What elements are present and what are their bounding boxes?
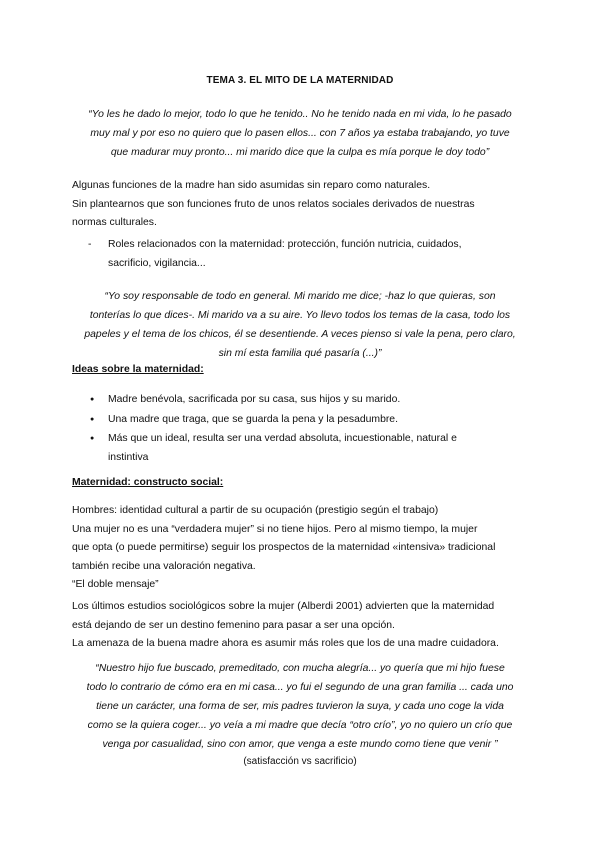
text-line: Roles relacionados con la maternidad: protección, función nutricia, cuidados, — [108, 239, 462, 250]
quote-line: tonterías lo que dices-. Mi marido va a su aire. Yo llevo todos los temas de la casa, todo los — [89, 310, 511, 321]
text-line: Más que un ideal, resulta ser una verdad absoluta, incuestionable, natural e — [108, 433, 457, 444]
quote-line: sin mí esta familia qué pasaría (...)” — [218, 348, 382, 359]
quote-2 — [60, 287, 540, 363]
page-title: TEMA 3. EL MITO DE LA MATERNIDAD — [206, 75, 394, 86]
text-line: Sin plantearnos que son funciones fruto de unos relatos sociales derivados de nuestras — [72, 198, 475, 210]
text-line: que opta (o puede permitirse) seguir los prospectos de la maternidad «intensiva» tradicional — [72, 542, 496, 553]
text-line: Hombres: identidad cultural a partir de su ocupación (prestigio según el trabajo) — [72, 505, 439, 516]
quote-line: “Yo les he dado lo mejor, todo lo que he tenido.. No he tenido nada en mi vida, lo he pasado — [88, 109, 512, 120]
quote-line: que madurar muy pronto... mi marido dice que la culpa es mía porque le doy todo” — [110, 147, 490, 158]
quote-line: tiene un carácter, una forma de ser, mis padres tuvieron la suya, y cada uno coge la vida — [96, 701, 504, 712]
text-line: está dejando de ser un destino femenino para pasar a ser una opción. — [72, 619, 395, 631]
quote-line: “Nuestro hijo fue buscado, premeditado, con mucha alegría... yo quería que mi hijo fuese — [95, 663, 505, 674]
quote-line: papeles y el tema de los chicos, él se desentiende. A veces pienso si vale la pena, pero claro, — [84, 329, 516, 340]
quote-line: venga por casualidad, sino con amor, que venga a este mundo como tiene que venir ” — [102, 739, 498, 750]
bullet-marker: ● — [90, 435, 95, 442]
text-line: Una madre que traga, que se guarda la pena y la pesadumbre. — [108, 413, 398, 425]
quote-line: como se la quiera coger... yo veía a mi madre que decía “otro crío”, yo no quiero un crío que — [87, 720, 513, 731]
list-item — [72, 430, 542, 467]
text-line: sacrificio, vigilancia... — [108, 257, 206, 269]
text-line: Algunas funciones de la madre han sido asumidas sin reparo como naturales. — [72, 180, 431, 191]
text-line: Madre benévola, sacrificada por su casa, sus hijos y su marido. — [108, 394, 401, 405]
quote-1 — [60, 105, 540, 162]
constructo-heading: Maternidad: constructo social: — [72, 477, 224, 488]
intro-paragraph — [72, 177, 542, 233]
closing-note: (satisfacción vs sacrificio) — [243, 756, 357, 767]
bullet-marker: ● — [90, 415, 95, 423]
estudios-paragraph — [72, 598, 542, 654]
quote-line: muy mal y por eso no quiero que lo pasen ellos... con 7 años ya estaba trabajando, yo tuve — [90, 128, 510, 139]
text-line: Los últimos estudios sociológicos sobre la mujer (Alberdi 2001) advierten que la maternidad — [72, 601, 495, 612]
text-line: instintiva — [108, 451, 149, 463]
constructo-paragraph — [72, 502, 542, 595]
text-line: también recibe una valoración negativa. — [72, 560, 256, 572]
ideas-list — [72, 391, 542, 468]
bullet-marker: ● — [90, 396, 95, 403]
quote-3 — [55, 659, 545, 754]
text-line: “El doble mensaje” — [72, 579, 159, 590]
quote-line: “Yo soy responsable de todo en general. Mi marido me dice; -haz lo que quieras, son — [104, 291, 496, 302]
text-line: Una mujer no es una “verdadera mujer” si no tiene hijos. Pero al mismo tiempo, la mujer — [72, 523, 478, 535]
list-item — [72, 391, 542, 410]
text-line: La amenaza de la buena madre ahora es asumir más roles que los de una madre cuidadora. — [72, 638, 499, 649]
list-item — [72, 411, 542, 430]
list-item — [72, 236, 542, 273]
text-line: normas culturales. — [72, 217, 157, 228]
dash-marker: - — [88, 239, 92, 250]
quote-line: todo lo contrario de cómo era en mi casa... yo fui el segundo de una gran familia ... cada uno — [86, 682, 514, 693]
roles-list — [72, 236, 542, 273]
ideas-heading: Ideas sobre la maternidad: — [72, 364, 204, 375]
